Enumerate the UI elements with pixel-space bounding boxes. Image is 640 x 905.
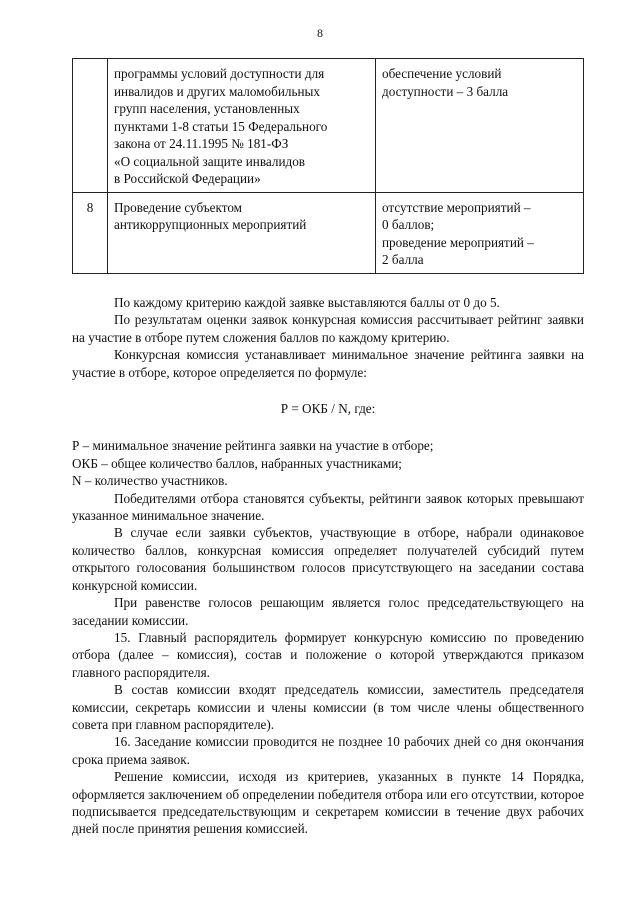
paragraph: Решение комиссии, исходя из критериев, указанных в пункте 14 Порядка, оформляется заключением об определении победителя отбора или его отсутствии, которое подписывается председательствующим и секретарем комиссии в течение двух рабочих дней после принятия решения комиссией.: [72, 769, 584, 837]
criterion-cell: [108, 59, 376, 193]
score-line: 0 баллов;: [382, 217, 435, 232]
paragraph: 15. Главный распорядитель формирует конкурсную комиссию по проведению отбора (далее – комиссия), состав и положение о которой утверждаются приказом главного распорядителя.: [72, 629, 584, 680]
criterion-cell: [108, 192, 376, 273]
row-number: 8: [73, 192, 108, 273]
definition-n: N – количество участников.: [72, 473, 228, 489]
score-cell: [376, 192, 584, 273]
paragraph: По результатам оценки заявок конкурсная комиссия рассчитывает рейтинг заявки на участие в отборе путем сложения баллов по каждому критерию.: [72, 312, 584, 345]
body-text: [72, 294, 584, 838]
paragraph: Конкурсная комиссия устанавливает минимальное значение рейтинга заявки на участие в отборе, которое определяется по формуле:: [72, 347, 584, 380]
score-line: обеспечение условий: [382, 66, 502, 81]
criterion-line: пунктами 1-8 статьи 15 Федерального: [114, 118, 328, 134]
page-number: 8: [317, 26, 323, 40]
paragraph: По каждому критерию каждой заявке выставляются баллы от 0 до 5.: [114, 295, 500, 310]
criterion-line: «О социальной защите инвалидов: [114, 153, 306, 169]
table-row: [73, 59, 584, 193]
criterion-line: закона от 24.11.1995 № 181-ФЗ: [114, 136, 289, 151]
score-line: отсутствие мероприятий –: [382, 199, 531, 215]
paragraph: Победителями отбора становятся субъекты, рейтинги заявок которых превышают указанное минимальное значение.: [72, 490, 584, 524]
criterion-line: в Российской Федерации»: [114, 171, 261, 186]
paragraph: В состав комиссии входят председатель комиссии, заместитель председателя комиссии, секретарь комиссии и члены комиссии (в том числе члены общественного совета при главном распорядителе).: [72, 682, 584, 732]
paragraph: При равенстве голосов решающим является голос председательствующего на заседании комиссии.: [72, 595, 584, 628]
criterion-line: групп населения, установленных: [114, 101, 300, 116]
criterion-line: Проведение субъектом: [114, 199, 243, 215]
paragraph: 16. Заседание комиссии проводится не позднее 10 рабочих дней со дня окончания срока приема заявок.: [72, 734, 584, 767]
paragraph: В случае если заявки субъектов, участвующие в отборе, набрали одинаковое количество баллов, конкурсная комиссия определяет получателей субсидий путем открытого голосования большинством голосов присутствующего на заседании состава конкурсной комиссии.: [72, 525, 584, 593]
score-line: 2 балла: [382, 252, 424, 267]
score-line: доступности – 3 балла: [382, 83, 509, 99]
score-line: проведение мероприятий –: [382, 234, 534, 250]
criterion-line: антикоррупционных мероприятий: [114, 217, 307, 232]
table-row: [73, 192, 584, 273]
formula: Р = ОКБ / N, где:: [280, 401, 376, 417]
definition-okb: ОКБ – общее количество баллов, набранных участниками;: [72, 455, 402, 471]
criterion-line: инвалидов и других маломобильных: [114, 83, 320, 99]
row-number: [73, 59, 108, 193]
definition-r: Р – минимальное значение рейтинга заявки на участие в отборе;: [72, 438, 434, 454]
criteria-table: [72, 58, 584, 274]
score-cell: [376, 59, 584, 193]
criterion-line: программы условий доступности для: [114, 66, 325, 81]
